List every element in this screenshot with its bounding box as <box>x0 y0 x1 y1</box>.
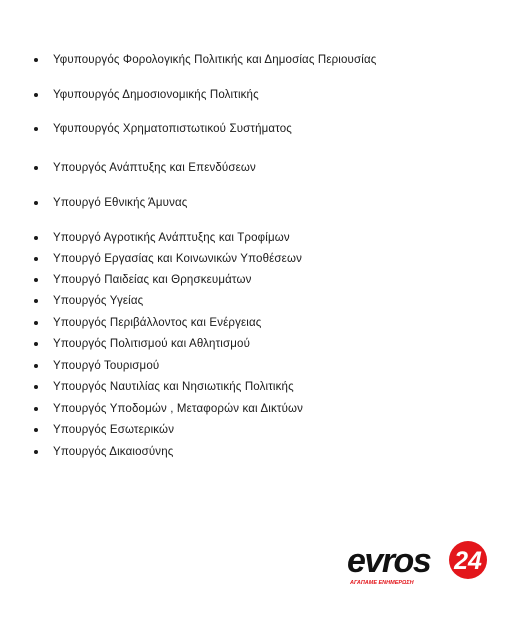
list-item-text: Υπουργός Ναυτιλίας και Νησιωτικής Πολιτικής <box>53 381 294 393</box>
bullet-icon <box>34 278 38 282</box>
list-item-text: Υφυπουργός Χρηματοπιστωτικού Συστήματος <box>53 123 292 135</box>
bullet-icon <box>34 321 38 325</box>
list-item-text: Υπουργός Υγείας <box>53 295 144 307</box>
bullet-icon <box>34 364 38 368</box>
list-item-text: Υπουργός Δικαιοσύνης <box>53 446 174 458</box>
list-item <box>34 121 292 137</box>
bullet-icon <box>34 407 38 411</box>
list-item-text: Υπουργός Εσωτερικών <box>53 424 175 436</box>
bullet-icon <box>34 385 38 389</box>
bullet-icon <box>34 201 38 205</box>
list-item <box>34 401 303 417</box>
bullet-icon <box>34 342 38 346</box>
list-item <box>34 160 256 176</box>
logo-number: 24 <box>454 547 482 575</box>
list-item <box>34 336 250 352</box>
list-item-text: Υπουργό Τουρισμού <box>53 360 160 372</box>
list-item-text: Υφυπουργός Δημοσιονομικής Πολιτικής <box>53 89 259 101</box>
list-item-text: Υπουργό Αγροτικής Ανάπτυξης και Τροφίμων <box>53 232 290 244</box>
list-item-text: Υπουργό Εργασίας και Κοινωνικών Υποθέσεων <box>53 253 302 265</box>
evros24-logo <box>346 536 488 590</box>
bullet-icon <box>34 257 38 261</box>
list-item <box>34 251 302 267</box>
list-item-text: Υφυπουργός Φορολογικής Πολιτικής και Δημοσίας Περιουσίας <box>53 54 377 66</box>
bullet-icon <box>34 93 38 97</box>
list-item <box>34 230 290 246</box>
list-item <box>34 422 174 438</box>
list-item-text: Υπουργός Πολιτισμού και Αθλητισμού <box>53 338 251 350</box>
bullet-icon <box>34 127 38 131</box>
list-item <box>34 444 173 460</box>
logo-tagline: ΑΓΑΠΑΜΕ ΕΝΗΜΕΡΩΣΗ <box>350 580 414 586</box>
list-item-text: Υπουργός Υποδομών , Μεταφορών και Δικτύων <box>53 403 304 415</box>
list-item <box>34 52 376 68</box>
list-item <box>34 195 187 211</box>
bullet-icon <box>34 450 38 454</box>
list-item-text: Υπουργό Εθνικής Άμυνας <box>53 197 188 209</box>
logo-wordmark: evros <box>347 542 431 580</box>
list-item <box>34 293 143 309</box>
bullet-icon <box>34 236 38 240</box>
list-item <box>34 358 159 374</box>
bullet-icon <box>34 299 38 303</box>
list-item <box>34 272 251 288</box>
list-item <box>34 315 261 331</box>
list-item-text: Υπουργός Ανάπτυξης και Επενδύσεων <box>53 162 256 174</box>
bullet-icon <box>34 58 38 62</box>
list-item <box>34 87 259 103</box>
bullet-icon <box>34 428 38 432</box>
bullet-icon <box>34 166 38 170</box>
list-item-text: Υπουργό Παιδείας και Θρησκευμάτων <box>53 274 252 286</box>
list-item <box>34 379 294 395</box>
list-item-text: Υπουργός Περιβάλλοντος και Ενέργειας <box>53 317 262 329</box>
